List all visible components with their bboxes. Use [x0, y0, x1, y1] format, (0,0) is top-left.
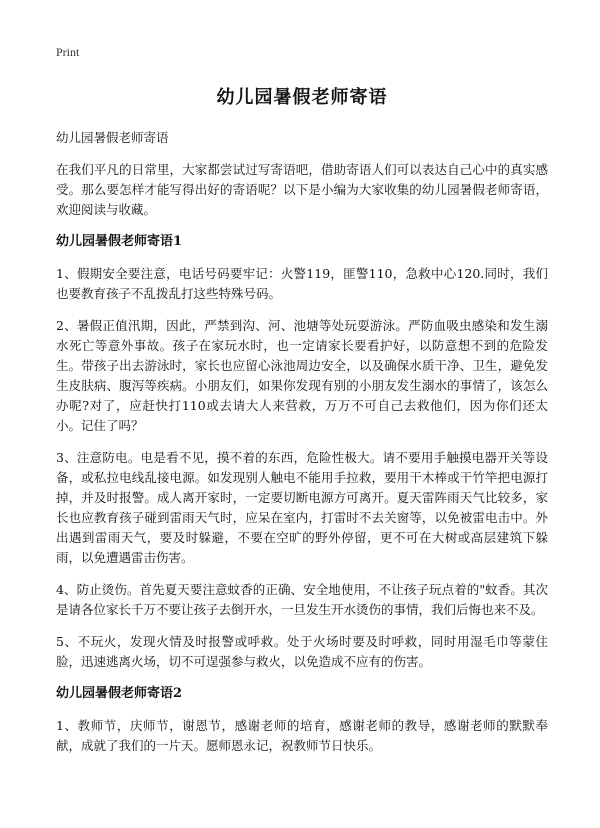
- section-paragraph: 1、假期安全要注意，电话号码要牢记：火警119，匪警110，急救中心120.同时，我们也要教育孩子不乱拨乱打这些特殊号码。: [56, 266, 548, 301]
- section-paragraph: 1、教师节，庆师节，谢恩节，感谢老师的培育，感谢老师的教导，感谢老师的默默奉献，成就了我们的一片天。愿师恩永记，祝教师节日快乐。: [56, 718, 548, 753]
- section-2: [56, 684, 548, 756]
- section-paragraph: 3、注意防电。电是看不见，摸不着的东西，危险性极大。请不要用手触摸电器开关等设备，或私拉电线乱接电源。如发现别人触电不能用手拉救，要用干木棒或干竹竿把电源打掉，并及时报警。成人离开家时，一定要切断电源方可离开。夏天雷阵雨天气比较多，家长也应教育孩子碰到雷雨天气时，应呆在室内，打雷时不去关窗等，以免被雷电击中。外出遇到雷雨天气，要及时躲避，不要在空旷的野外停留，更不可在大树或高层建筑下躲雨，以免遭遇雷击伤害。: [56, 450, 548, 565]
- print-link[interactable]: Print: [56, 45, 80, 59]
- intro-paragraph: 在我们平凡的日常里，大家都尝试过写寄语吧，借助寄语人们可以表达自己心中的真实感受。那么要怎样才能写得出好的寄语呢？以下是小编为大家收集的幼儿园暑假老师寄语，欢迎阅读与收藏。: [56, 162, 548, 217]
- document-subtitle: 幼儿园暑假老师寄语: [56, 130, 169, 145]
- document-page: [56, 44, 548, 768]
- document-title: 幼儿园暑假老师寄语: [216, 87, 388, 108]
- section-heading: 幼儿园暑假老师寄语1: [56, 234, 183, 249]
- section-paragraph: 5、不玩火，发现火情及时报警或呼救。处于火场时要及时呼救，同时用湿毛巾等蒙住脸，迅速逃离火场，切不可逞强参与救火，以免造成不应有的伤害。: [56, 634, 548, 669]
- section-heading: 幼儿园暑假老师寄语2: [56, 686, 183, 701]
- section-paragraph: 4、防止烫伤。首先夏天要注意蚊香的正确、安全地使用，不让孩子玩点着的"蚊香。其次是请各位家长千万不要让孩子去倒开水，一旦发生开水烫伤的事情，我们后悔也来不及。: [56, 582, 548, 617]
- section-paragraph: 2、暑假正值汛期，因此，严禁到沟、河、池塘等处玩耍游泳。严防血吸虫感染和发生溺水死亡等意外事故。孩子在家玩水时，也一定请家长要看护好，以防意想不到的危险发生。带孩子出去游泳时，家长也应留心泳池周边安全，以及确保水质干净、卫生，避免发生皮肤病、腹泻等疾病。小朋友们，如果你发现有别的小朋友发生溺水的事情了，该怎么办呢?对了，应赶快打110或去请大人来营救，万万不可自己去救他们，因为你们还太小。记住了吗？: [56, 318, 548, 433]
- section-1: [56, 232, 548, 672]
